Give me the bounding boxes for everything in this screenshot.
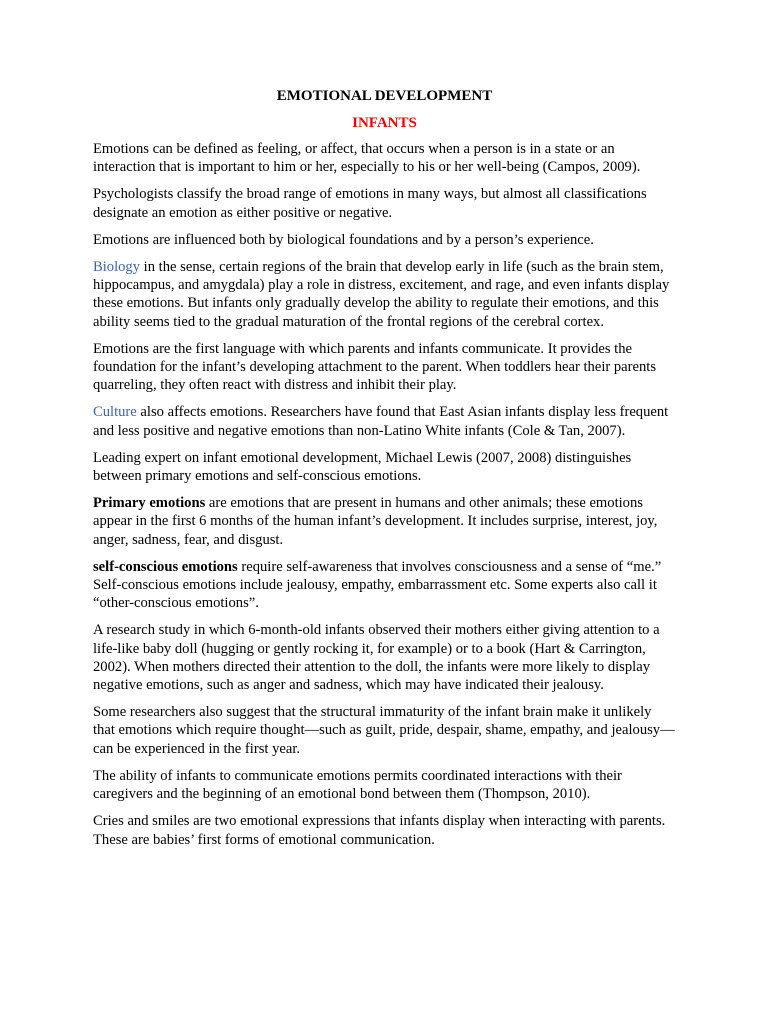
paragraph-communication: The ability of infants to communicate emotions permits coordinated interactions with their caregivers and the beginning of an emotional bond between them (Thompson, 2010). (93, 767, 622, 803)
paragraph-research-study: A research study in which 6-month-old infants observed their mothers either giving attention to a life-like baby doll (hugging or gently rocking it, for example) or to a book (Hart & Carrington, 2002). When mothers directed their attention to the doll, the infants were more likely to display negative emotions, such as anger and sadness, which may have indicated their jealousy. (93, 622, 660, 694)
paragraph-emotions-definition: Emotions can be defined as feeling, or affect, that occurs when a person is in a state or an interaction that is important to him or her, especially to his or her well-being (Campos, 2009). (93, 141, 641, 176)
self-conscious-emotions-text: require self-awareness that involves consciousness and a sense of “me.” Self-conscious emotions include jealousy, empathy, embarrassment etc. Some experts also call it “other-conscious emotions”. (93, 558, 662, 612)
biology-link[interactable]: Biology (93, 259, 141, 276)
paragraph-first-language: Emotions are the first language with which parents and infants communicate. It provides the foundation for the infant’s developing attachment to the parent. When toddlers hear their parents quarreling, they often react with distress and inhibit their play. (93, 340, 657, 394)
self-conscious-emotions-term: self-conscious emotions (93, 558, 238, 575)
biology-text: in the sense, certain regions of the brain that develop early in life (such as the brain stem, hippocampus, and amygdala) play a role in distress, excitement, and rage, and even infants display these emotions. But infants only gradually develop the ability to regulate their emotions, and this ability seems tied to the gradual maturation of the frontal regions of the cerebral cortex. (93, 259, 670, 330)
page-subtitle: INFANTS (352, 115, 417, 131)
paragraph-lewis: Leading expert on infant emotional development, Michael Lewis (2007, 2008) distinguishes between primary emotions and self-conscious emotions. (93, 449, 632, 485)
page-title: EMOTIONAL DEVELOPMENT (276, 88, 493, 104)
paragraph-influences: Emotions are influenced both by biological foundations and by a person’s experience. (93, 231, 594, 248)
culture-text: also affects emotions. Researchers have found that East Asian infants display less frequent and less positive and negative emotions than non-Latino White infants (Cole & Tan, 2007). (93, 404, 669, 439)
paragraph-self-conscious-emotions (93, 558, 676, 613)
paragraph-culture (93, 403, 676, 439)
paragraph-primary-emotions (93, 494, 676, 549)
culture-link[interactable]: Culture (93, 404, 137, 421)
paragraph-cries-smiles: Cries and smiles are two emotional expressions that infants display when interacting with parents. These are babies’ first forms of emotional communication. (93, 813, 666, 848)
paragraph-brain-immaturity: Some researchers also suggest that the structural immaturity of the infant brain make it unlikely that emotions which require thought—such as guilt, pride, despair, shame, empathy, and jealousy—can be experienced in the first year. (93, 704, 675, 757)
paragraph-biology (93, 258, 676, 331)
paragraph-classification: Psychologists classify the broad range of emotions in many ways, but almost all classifications designate an emotion as either positive or negative. (93, 186, 647, 221)
primary-emotions-term: Primary emotions (93, 495, 206, 512)
primary-emotions-text: are emotions that are present in humans and other animals; these emotions appear in the first 6 months of the human infant’s development. It includes surprise, interest, joy, anger, sadness, fear, and disgust. (93, 495, 658, 548)
